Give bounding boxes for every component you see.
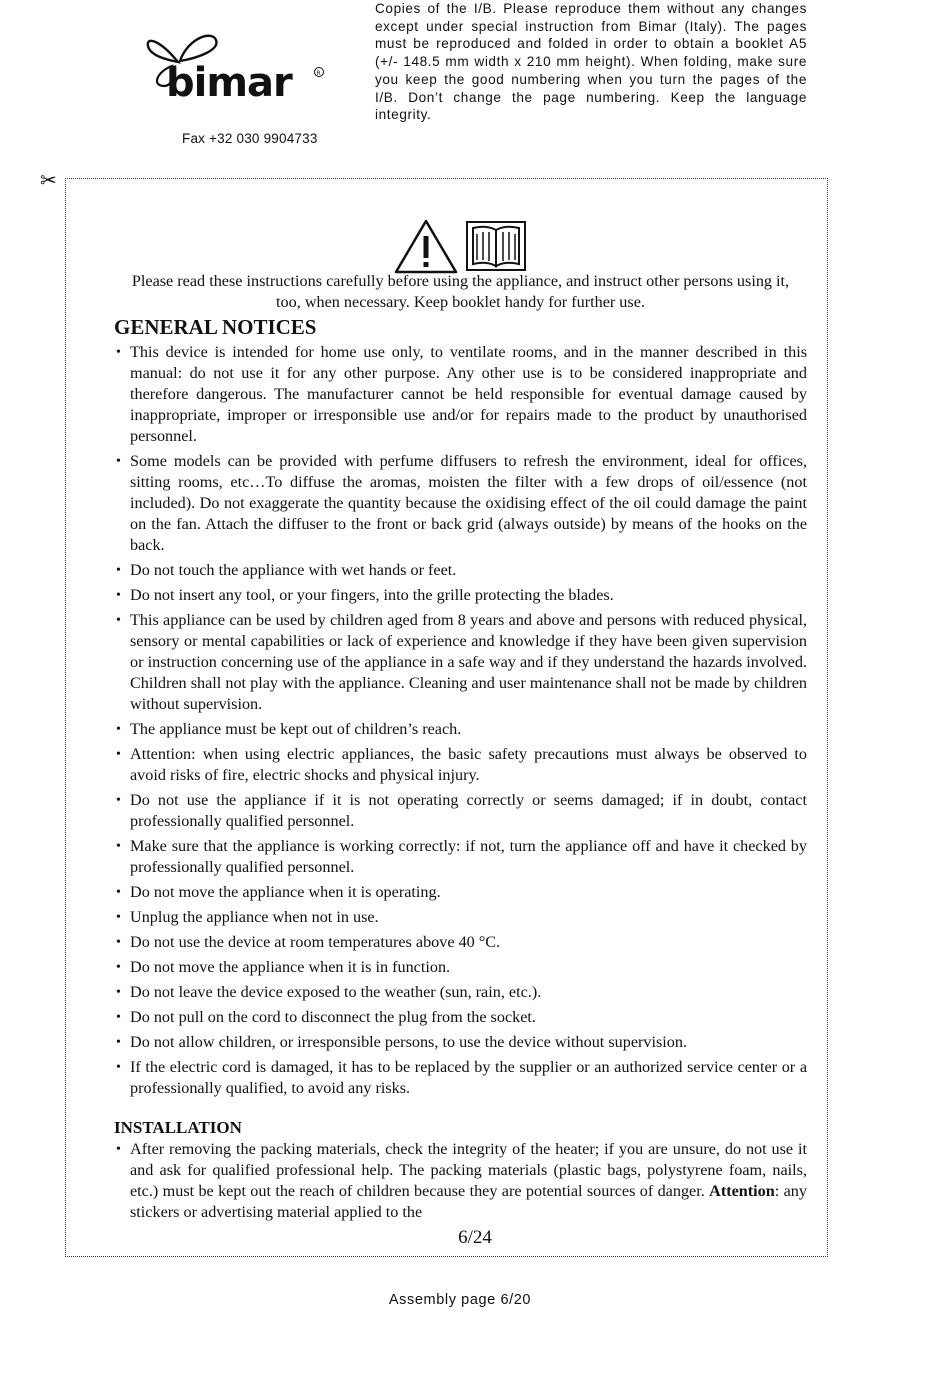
logo-wordmark: bimar [166,60,292,104]
notice-item: • The appliance must be kept out of children’s reach. [114,719,807,740]
svg-text:R: R [316,70,321,77]
notice-item: • Do not pull on the cord to disconnect the plug from the socket. [114,1007,807,1028]
general-notices-list [114,342,807,1099]
notice-item: • Do not leave the device exposed to the weather (sun, rain, etc.). [114,982,807,1003]
assembly-page-label: Assembly page 6/20 [388,1292,532,1308]
notice-item: • Do not move the appliance when it is operating. [114,882,807,903]
notice-item: • Do not insert any tool, or your fingers, into the grille protecting the blades. [114,585,807,606]
notice-item: • Attention: when using electric appliances, the basic safety precautions must always be observed to avoid risks of fire, electric shocks and physical injury. [114,744,807,786]
notice-item: • Do not use the appliance if it is not operating correctly or seems damaged; if in doubt, contact professionally qualified personnel. [114,790,807,832]
notice-item: • Do not touch the appliance with wet hands or feet. [114,560,807,581]
installation-item: • After removing the packing materials, check the integrity of the heater; if you are unsure, do not use it and ask for qualified professional help. The packing materials (plastic bags, polystyrene foam, nails, etc.) must be kept out the reach of children because they are potential sources of danger. Attention: any stickers or advertising material applied to the [114,1139,807,1223]
copies-notice: Copies of the I/B. Please reproduce them without any changes except under special instruction from Bimar (Italy). The pages must be reproduced and folded in order to obtain a booklet A5 (+/- 148.5 mm width x 210 mm height). When folding, make sure you keep the good numbering when you turn the pages of the I/B. Don’t change the page numbering. Keep the language integrity. [375,1,807,123]
general-notices-heading: GENERAL NOTICES [114,315,317,339]
attention-label: Attention [709,1182,775,1200]
notice-item: • Some models can be provided with perfume diffusers to refresh the environment, ideal for offices, sitting rooms, etc…To diffuse the aromas, moisten the filter with a few drops of oil/essence (not included). Do not exaggerate the quantity because the oxidising effect of the oil could damage the paint on the fan. Attach the diffuser to the front or back grid (always outside) by means of the hooks on the back. [114,451,807,556]
page-number: 6/24 [458,1227,492,1248]
fax-number: Fax +32 030 9904733 [182,131,318,146]
notice-item: • This device is intended for home use only, to ventilate rooms, and in the manner described in this manual: do not use it for any other purpose. Any other use is to be considered inappropriate and therefore dangerous. The manufacturer cannot be held responsible for eventual damage caused by inappropriate, improper or irresponsible use and/or for repairs made to the product by unauthorised personnel. [114,342,807,447]
notice-item: • Do not move the appliance when it is in function. [114,957,807,978]
scissors-icon: ✂ [40,168,57,192]
instructions-body [114,271,807,1223]
warning-triangle-icon [396,221,456,272]
warning-icons [393,218,529,274]
notice-item: • This appliance can be used by children aged from 8 years and above and persons with reduced physical, sensory or mental capabilities or lack of experience and knowledge if they have been given supervision or instruction concerning use of the appliance in a safe way and if they understand the hazards involved. Children shall not play with the appliance. Cleaning and user maintenance shall not be made by children without supervision. [114,610,807,715]
open-book-icon [467,222,525,270]
notice-item: • Make sure that the appliance is working correctly: if not, turn the appliance off and have it checked by professionally qualified personnel. [114,836,807,878]
installation-heading: INSTALLATION [114,1118,242,1137]
notice-item: • Do not use the device at room temperatures above 40 °C. [114,932,807,953]
intro-text: Please read these instructions carefully before using the appliance, and instruct other persons using it, too, when necessary. Keep booklet handy for further use. [131,272,790,311]
notice-item: • Do not allow children, or irresponsible persons, to use the device without supervision. [114,1032,807,1053]
notice-item: • Unplug the appliance when not in use. [114,907,807,928]
bimar-logo [142,30,332,104]
notice-item: • If the electric cord is damaged, it has to be replaced by the supplier or an authorized service center or a professionally qualified, to avoid any risks. [114,1057,807,1099]
